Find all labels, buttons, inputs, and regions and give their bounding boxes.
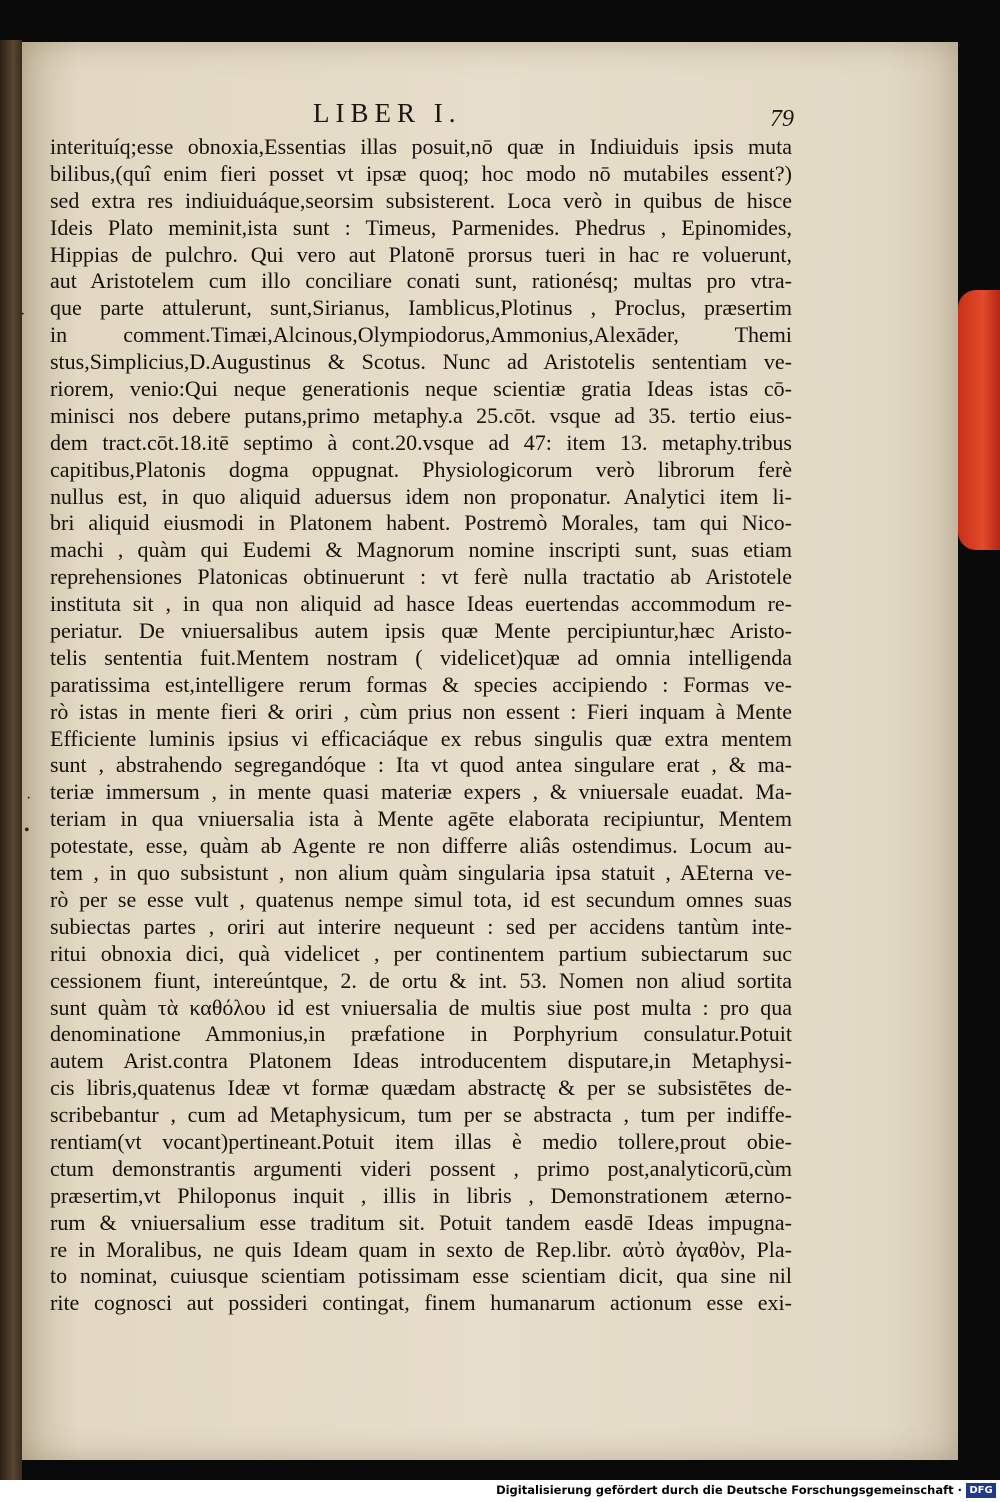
text-line: capitibus,Platonis dogma oppugnat. Physiologicorum verò librorum ferè	[50, 456, 792, 482]
text-line: cessionem fiunt, intereúntque, 2. de ortu & int. 53. Nomen non aliud sortita	[50, 967, 792, 993]
text-line: teriæ immersum , in mente quasi materiæ expers , & vniuersale euadat. Ma-	[50, 779, 792, 805]
text-line: Ideis Plato meminit,ista sunt : Timeus, Parmenides. Phedrus , Epinomides,	[50, 214, 792, 240]
page-number: 79	[770, 106, 794, 132]
text-line: paratissima est,intelligere rerum formas & species accipiendo : Formas ve-	[50, 671, 792, 697]
text-line: Hippias de pulchro. Qui vero aut Platonē prorsus tueri in hac re voluerunt,	[50, 241, 792, 267]
text-line: bri aliquid eiusmodi in Platonem habent. Postremò Morales, tam qui Nico-	[50, 510, 792, 536]
text-line: scribebantur , cum ad Metaphysicum, tum per se abstracta , tum per indiffe-	[50, 1102, 792, 1128]
text-line: to nominat, cuiusque scientiam potissimam esse scientiam dicit, qua sine nil	[50, 1263, 792, 1289]
dfg-logo: DFG	[966, 1483, 996, 1498]
text-line: riorem, venio:Qui neque generationis neque scientiæ gratia Ideas istas cō-	[50, 376, 792, 402]
text-line: sunt quàm τὰ καθόλου id est vniuersalia de multis siue post multa : pro qua	[50, 994, 792, 1020]
text-line: rò istas in mente fieri & oriri , cùm prius non essent : Fieri inquam à Mente	[50, 698, 792, 724]
text-line: potestate, esse, quàm ab Agente re non differre aliâs ostendimus. Locum au-	[50, 833, 792, 859]
margin-dot: •	[24, 822, 30, 839]
text-line: præsertim,vt Philoponus inquit , illis in libris , Demonstrationem æterno-	[50, 1182, 792, 1208]
text-line: interituíq;esse obnoxia,Essentias illas posuit,nō quæ in Indiuiduis ipsis muta	[50, 134, 792, 159]
text-line: sunt , abstrahendo segregandóque : Ita vt quod antea singulare erat , & ma-	[50, 752, 792, 778]
red-bookmark-tab	[958, 290, 1000, 550]
running-head: LIBER I.	[313, 98, 462, 128]
text-line: que parte attulerunt, sunt,Sirianus, Iamblicus,Plotinus , Proclus, præsertim	[50, 295, 792, 321]
text-line: ctum demonstrantis argumenti videri possent , primo post,analyticorū,cùm	[50, 1155, 792, 1181]
text-line: dem tract.cōt.18.itē septimo à cont.20.vsque ad 47: item 13. metaphy.tribus	[50, 429, 792, 455]
text-line: Efficiente luminis ipsius vi efficaciáque ex rebus singulis quæ extra mentem	[50, 725, 792, 751]
text-line: subiectas partes , oriri aut interire nequeunt : sed per accidens tantùm inte-	[50, 913, 792, 939]
margin-dot: ·	[20, 306, 26, 323]
text-line: rum & vniuersalium esse traditum sit. Potuit tandem easdē Ideas impugna-	[50, 1209, 792, 1235]
text-line: bilibus,(quî enim fieri posset vt ipsæ quoq; hoc modo nō mutabiles essent?)	[50, 160, 792, 186]
text-line: stus,Simplicius,D.Augustinus & Scotus. Nunc ad Aristotelis sententiam ve-	[50, 349, 792, 375]
text-line: rite cognosci aut possideri contingat, finem humanarum actionum esse exi-	[50, 1290, 792, 1316]
book-spine-edge	[0, 40, 22, 1480]
footer-bar	[0, 1480, 1000, 1502]
text-line: aut Aristotelem cum illo conciliare conati sunt, rationésq; multas pro vtra-	[50, 268, 792, 294]
text-line: reprehensiones Platonicas obtinuerunt : vt ferè nulla tractatio ab Aristotele	[50, 564, 792, 590]
text-line: nullus est, in quo aliquid aduersus idem non proponatur. Analytici item li-	[50, 483, 792, 509]
text-line: instituta sit , in qua non aliquid ad hasce Ideas euertendas accommodum re-	[50, 591, 792, 617]
margin-dot: ·	[26, 790, 32, 807]
text-line: re in Moralibus, ne quis Ideam quam in sexto de Rep.libr. αὐτὸ ἀγαθὸν, Pla-	[50, 1236, 792, 1262]
funding-credit: Digitalisierung gefördert durch die Deutsche Forschungsgemeinschaft ·	[496, 1483, 962, 1497]
text-line: teriam in qua vniuersalia ista à Mente agēte elaborata recipiuntur, Mentem	[50, 806, 792, 832]
text-line: sed extra res indiuiduáque,seorsim subsisterent. Loca verò in quibus de hisce	[50, 187, 792, 213]
text-line: minisci nos debere putans,primo metaphy.a 25.cōt. vsque ad 35. tertio eius-	[50, 402, 792, 428]
text-line: autem Arist.contra Platonem Ideas introducentem disputare,in Metaphysi-	[50, 1048, 792, 1074]
text-line: rò per se esse vult , quatenus nempe simul tota, id est secundum omnes suas	[50, 886, 792, 912]
text-line: telis sententia fuit.Mentem nostram ( videlicet)quæ ad omnia intelligenda	[50, 644, 792, 670]
text-line: in comment.Timæi,Alcinous,Olympiodorus,Ammonius,Alexāder, Themi	[50, 322, 792, 348]
body-text	[50, 134, 792, 1317]
text-line: rentiam(vt vocant)pertineant.Potuit item illas è medio tollere,prout obie-	[50, 1128, 792, 1154]
text-line: machi , quàm qui Eudemi & Magnorum nomine inscripti sunt, suas etiam	[50, 537, 792, 563]
text-line: tem , in quo subsistunt , non alium quàm singularia ipsa statuit , AEterna ve-	[50, 860, 792, 886]
text-line: cis libris,quatenus Ideæ vt formæ quædam abstractę & per se subsistētes de-	[50, 1075, 792, 1101]
text-line: ritui obnoxia dici, quà videlicet , per continentem partium subiectarum suc	[50, 940, 792, 966]
text-line: denominatione Ammonius,in præfatione in Porphyrium consulatur.Potuit	[50, 1021, 792, 1047]
text-line: periatur. De vniuersalibus autem ipsis quæ Mente percipiuntur,hæc Aristo-	[50, 618, 792, 644]
